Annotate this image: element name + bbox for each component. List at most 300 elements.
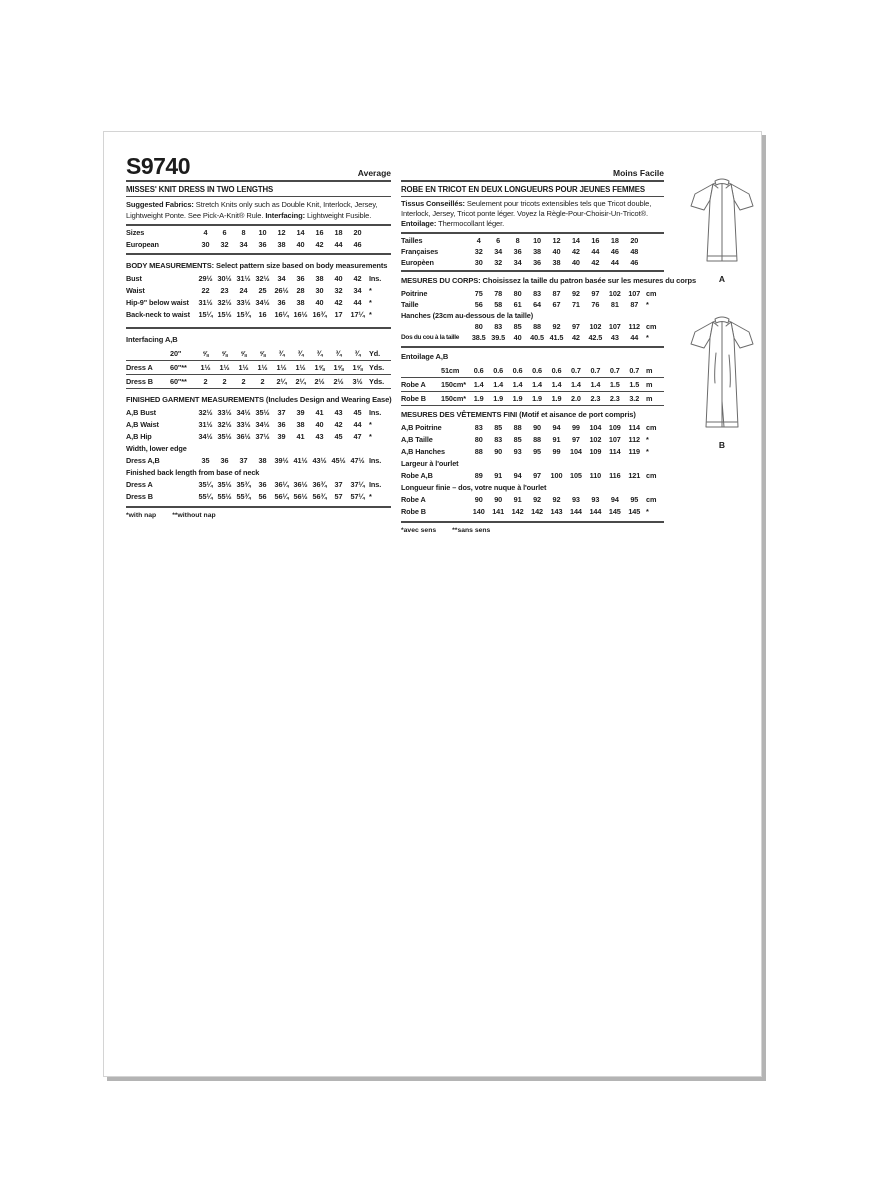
cell-value: 39.5: [491, 333, 506, 342]
cell-value: 10: [258, 228, 267, 237]
cell-value: 80: [474, 435, 483, 444]
cell-value: 0.6: [493, 365, 504, 375]
cell-value: 32: [334, 286, 343, 295]
cell-value: 38: [552, 258, 561, 267]
dress-b-back-view-illustration: [680, 310, 764, 438]
cell-value: 142: [531, 507, 543, 516]
row-label: A,B Hanches: [401, 447, 445, 456]
cell-value: 25: [258, 286, 267, 295]
cell-value: 15¾: [236, 310, 251, 319]
title-en: MISSES' KNIT DRESS IN TWO LENGTHS: [126, 185, 274, 194]
row-label: Dress A: [126, 362, 153, 372]
cell-value: 40: [513, 333, 522, 342]
table-row: [126, 375, 391, 389]
cell-value: 6: [496, 236, 501, 245]
cell-value: 112: [628, 435, 641, 444]
cell-value: 30½: [217, 274, 232, 283]
cell-value: 119: [628, 447, 641, 456]
cell-value: 116: [609, 471, 621, 480]
row-label: A,B Hip: [126, 432, 152, 441]
cell-value: 44: [591, 247, 600, 256]
row-label: Poitrine: [401, 289, 428, 298]
cell-value: 28: [296, 286, 305, 295]
cell-value: 1.9: [532, 393, 542, 403]
cell-value: 36: [533, 258, 541, 267]
cell-value: 47: [353, 432, 362, 441]
cell-value: 1.5: [609, 379, 620, 389]
body-measurements-header-fr: MESURES DU CORPS: Choisissez la taille du patron basée sur les mesures du corps: [401, 276, 697, 285]
cell-value: 2: [222, 376, 227, 386]
cell-value: 140: [472, 507, 485, 516]
cell-value: 42: [353, 274, 362, 283]
fabrics-lead: Tissus Conseillés:: [401, 199, 465, 208]
cell-value: 57: [334, 492, 343, 501]
cell-value: 102: [608, 289, 621, 298]
unit-label: cm: [646, 495, 657, 504]
cell-value: 35½: [217, 432, 232, 441]
cell-value: 34½: [255, 298, 270, 307]
cell-value: 83: [474, 423, 483, 432]
table-row: [401, 392, 664, 406]
cell-value: 1½: [238, 362, 249, 372]
cell-value: 97: [591, 289, 600, 298]
cell-value: 2¼: [295, 376, 306, 386]
cell-value: 16¾: [312, 310, 327, 319]
cell-value: 34: [513, 258, 522, 267]
cell-value: 2: [241, 376, 246, 386]
cell-value: 56¼: [274, 492, 289, 501]
cell-value: ⅝: [202, 348, 209, 358]
nap-note: *with nap: [126, 512, 157, 519]
cell-value: 83: [494, 435, 503, 444]
cell-value: 85: [513, 322, 522, 331]
cell-value: 40: [296, 240, 305, 249]
row-label: European: [126, 240, 159, 249]
table-row: [126, 285, 391, 297]
cell-value: 36½: [293, 480, 308, 489]
dress-a-back-view-illustration: [680, 172, 764, 272]
without-nap-note: **without nap: [172, 512, 216, 519]
table-row: [126, 431, 391, 443]
divider: [401, 346, 664, 348]
cell-value: 97: [571, 435, 580, 444]
cell-value: 2.0: [571, 393, 581, 403]
cell-value: 20: [353, 228, 362, 237]
cell-value: 45: [334, 432, 343, 441]
unit-label: *: [646, 333, 649, 342]
cell-value: 41.5: [549, 333, 564, 342]
cell-value: 107: [628, 289, 641, 298]
table-row: [126, 361, 391, 375]
cell-value: 34½: [198, 432, 213, 441]
sizes-table-fr: [401, 235, 664, 268]
cell-value: 34: [277, 274, 286, 283]
cell-value: 1.4: [512, 379, 523, 389]
cell-value: 85: [494, 423, 503, 432]
cell-value: 55½: [217, 492, 232, 501]
unit-label: m: [646, 365, 653, 375]
cell-value: 1.9: [493, 393, 504, 403]
cell-value: 37¼: [350, 480, 365, 489]
header-row-en: [126, 154, 391, 180]
interfacing-body: Lightweight Fusible.: [304, 211, 372, 220]
cell-value: 17: [334, 310, 343, 319]
cell-value: 16: [258, 310, 267, 319]
row-label: Waist: [126, 286, 145, 295]
cell-value: 2½: [314, 376, 325, 386]
cell-value: 8: [515, 236, 520, 245]
cell-value: 121: [628, 471, 641, 480]
cell-value: 100: [550, 471, 563, 480]
unit-label: m: [646, 379, 653, 389]
cell-value: 33½: [217, 408, 232, 417]
cell-value: 10: [533, 236, 541, 245]
cell-value: 43: [315, 432, 324, 441]
cell-value: 35½: [217, 480, 232, 489]
cell-value: 42: [591, 258, 600, 267]
fabrics-lead: Suggested Fabrics:: [126, 200, 194, 209]
row-label: A,B Waist: [126, 420, 159, 429]
row-sublabel: 60"**: [170, 376, 187, 386]
cell-value: 47½: [350, 456, 365, 465]
cell-value: 44: [610, 258, 619, 267]
cell-value: 48: [630, 247, 639, 256]
cell-value: 46: [610, 247, 619, 256]
cell-value: ⅝: [259, 348, 266, 358]
body-measurements-table-en: [126, 273, 391, 321]
cell-value: 2: [260, 376, 265, 386]
cell-value: 1⅝: [352, 362, 363, 372]
cell-value: 43: [610, 333, 619, 342]
cell-value: 37: [334, 480, 343, 489]
cell-value: 1.9: [551, 393, 562, 403]
cell-value: 58: [494, 300, 503, 309]
cell-value: 40: [315, 298, 324, 307]
avec-sens-note: *avec sens: [401, 527, 437, 534]
row-label: Robe B: [401, 393, 426, 403]
cell-value: 0.7: [571, 365, 581, 375]
cell-value: 92: [552, 322, 561, 331]
table-row: [401, 434, 664, 446]
cell-value: 1½: [295, 362, 306, 372]
cell-value: ¾: [316, 348, 323, 358]
unit-label: *: [369, 298, 372, 307]
cell-value: 91: [494, 471, 503, 480]
difficulty-label-en: Average: [357, 168, 391, 178]
cell-value: 46: [630, 258, 639, 267]
cell-value: 1.4: [551, 379, 562, 389]
cell-value: ¾: [354, 348, 361, 358]
row-label: Hip-9" below waist: [126, 298, 189, 307]
cell-value: 1⅝: [333, 362, 344, 372]
cell-value: 42: [571, 333, 580, 342]
cell-value: 42: [334, 298, 343, 307]
row-label: A,B Taille: [401, 435, 433, 444]
cell-value: 36: [513, 247, 522, 256]
sans-sens-note: **sans sens: [452, 527, 491, 534]
cell-value: 34½: [255, 420, 270, 429]
cell-value: 33½: [236, 420, 251, 429]
cell-value: 1½: [200, 362, 211, 372]
cell-value: 55¼: [198, 492, 213, 501]
row-sublabel: 150cm*: [441, 393, 466, 403]
cell-value: 36½: [236, 432, 251, 441]
cell-value: 1½: [257, 362, 268, 372]
cell-value: 104: [570, 447, 582, 456]
cell-value: 1.4: [532, 379, 542, 389]
cell-value: 36: [277, 420, 286, 429]
row-sublabel: 60"**: [170, 362, 187, 372]
cell-value: 107: [608, 435, 621, 444]
cell-value: 95: [630, 495, 639, 504]
cell-value: 41: [315, 408, 324, 417]
row-label: A,B Bust: [126, 408, 157, 417]
cell-value: 45: [353, 408, 362, 417]
cell-value: 35¼: [198, 480, 213, 489]
divider: [401, 196, 664, 197]
cell-value: 22: [201, 286, 210, 295]
cell-value: 89: [474, 471, 483, 480]
cell-value: 38.5: [471, 333, 486, 342]
cell-value: 114: [628, 423, 641, 432]
cell-value: 90: [494, 495, 503, 504]
finished-header-en: FINISHED GARMENT MEASUREMENTS (Includes Design and Wearing Ease): [126, 395, 392, 404]
cell-value: 145: [628, 507, 641, 516]
row-label: Back-neck to waist: [126, 310, 190, 319]
cell-value: 97: [571, 322, 580, 331]
spacer: [676, 284, 768, 310]
table-subheader: Hanches (23cm au-dessous de la taille): [401, 311, 534, 320]
cell-value: 18: [610, 236, 619, 245]
unit-label: *: [369, 432, 372, 441]
row-sublabel: 51cm: [441, 365, 460, 375]
table-row: [401, 332, 664, 343]
cell-value: 144: [570, 507, 582, 516]
row-label: Dos du cou à la taille: [401, 334, 460, 341]
cell-value: 44: [353, 298, 362, 307]
unit-label: *: [369, 492, 372, 501]
cell-value: 56: [258, 492, 267, 501]
interfacing-table-fr: [401, 364, 664, 406]
cell-value: 18: [334, 228, 343, 237]
table-row: [126, 273, 391, 285]
cell-value: 2¼: [276, 376, 287, 386]
french-column: [401, 154, 697, 534]
cell-value: 36: [258, 240, 267, 249]
cell-value: 64: [533, 300, 541, 309]
cell-value: 31½: [198, 420, 213, 429]
cell-value: 1.4: [571, 379, 581, 389]
cell-value: 94: [513, 471, 522, 480]
fabrics-paragraph-fr: [401, 199, 664, 229]
cell-value: 16¼: [274, 310, 289, 319]
cell-value: 14: [571, 236, 580, 245]
table-subheader: Width, lower edge: [126, 444, 187, 453]
cell-value: 17¼: [350, 310, 365, 319]
sizes-table-en: [126, 227, 391, 251]
unit-label: *: [646, 507, 649, 516]
cell-value: 23: [220, 286, 229, 295]
table-row: [401, 446, 664, 458]
cell-value: 83: [494, 322, 503, 331]
cell-value: 1.5: [629, 379, 640, 389]
cell-value: 37: [239, 456, 248, 465]
cell-value: 12: [277, 228, 286, 237]
entoilage-body: Thermocollant léger.: [436, 219, 505, 228]
garment-views: [676, 172, 768, 450]
cell-value: 99: [552, 447, 561, 456]
cell-value: 2½: [333, 376, 344, 386]
table-row: [126, 227, 391, 239]
cell-value: 1.4: [473, 379, 484, 389]
cell-value: 2.3: [609, 393, 620, 403]
cell-value: 104: [589, 423, 602, 432]
cell-value: 30: [474, 258, 483, 267]
divider: [126, 506, 391, 508]
cell-value: 0.6: [532, 365, 542, 375]
cell-value: 88: [513, 423, 522, 432]
cell-value: 44: [334, 240, 343, 249]
cell-value: 93: [591, 495, 600, 504]
cell-value: 39: [277, 432, 286, 441]
cell-value: 1.9: [473, 393, 484, 403]
cell-value: 80: [474, 322, 483, 331]
cell-value: 83: [533, 289, 541, 298]
view-b-label: B: [718, 440, 726, 450]
fabrics-body: Seulement pour tricots extensibles tels que Tricot double, Interlock, Jersey, Tricot ponte léger. Voyez la Règle-Pour-Choisir-Un-Tricot®.: [401, 199, 652, 218]
cell-value: 37: [277, 408, 286, 417]
cell-value: 8: [241, 228, 246, 237]
cell-value: 142: [511, 507, 524, 516]
table-row: [126, 407, 391, 419]
cell-value: 92: [552, 495, 561, 504]
cell-value: 32: [474, 247, 483, 256]
row-sublabel: 20": [170, 348, 182, 358]
table-row: [126, 419, 391, 431]
cell-value: 91: [552, 435, 561, 444]
cell-value: 14: [296, 228, 305, 237]
cell-value: 16½: [293, 310, 308, 319]
unit-label: *: [369, 310, 372, 319]
row-label: A,B Poitrine: [401, 423, 442, 432]
table-row: [401, 288, 664, 299]
cell-value: 0.7: [629, 365, 640, 375]
cell-value: 95: [533, 447, 541, 456]
finished-table-fr: [401, 422, 664, 518]
row-label: Bust: [126, 274, 142, 283]
cell-value: 75: [474, 289, 483, 298]
pattern-envelope-back: [103, 131, 762, 1077]
english-column: [126, 154, 391, 519]
cell-value: 32: [494, 258, 503, 267]
interfacing-table-en: [126, 347, 391, 389]
table-row: [401, 364, 664, 378]
cell-value: 32½: [217, 298, 232, 307]
cell-value: 87: [552, 289, 561, 298]
divider: [126, 196, 391, 197]
body-measurements-table-fr: [401, 288, 664, 343]
cell-value: ⅝: [240, 348, 247, 358]
cell-value: 80: [513, 289, 522, 298]
cell-value: 40: [334, 274, 343, 283]
unit-label: *: [369, 286, 372, 295]
fabrics-body: Stretch Knits only such as Double Knit, Interlock, Jersey, Lightweight Ponte. See Pick-A-Knit® Rule.: [126, 200, 378, 220]
divider: [126, 327, 391, 329]
title-fr: ROBE EN TRICOT EN DEUX LONGUEURS POUR JEUNES FEMMES: [401, 185, 645, 194]
cell-value: 41½: [293, 456, 308, 465]
table-row: [401, 470, 664, 482]
cell-value: 31½: [198, 298, 213, 307]
cell-value: 6: [222, 228, 227, 237]
cell-value: 4: [476, 236, 481, 245]
cell-value: 141: [492, 507, 505, 516]
cell-value: 90: [533, 423, 541, 432]
cell-value: 55¾: [236, 492, 251, 501]
cell-value: 32½: [217, 420, 232, 429]
row-sublabel: 150cm*: [441, 379, 466, 389]
cell-value: 32½: [198, 408, 213, 417]
cell-value: 20: [630, 236, 639, 245]
cell-value: 43½: [312, 456, 327, 465]
cell-value: 145: [608, 507, 621, 516]
cell-value: 57¼: [350, 492, 365, 501]
divider: [401, 232, 664, 234]
cell-value: 1⅝: [314, 362, 325, 372]
cell-value: 85: [513, 435, 522, 444]
cell-value: 31½: [236, 274, 251, 283]
cell-value: 40: [571, 258, 580, 267]
cell-value: 1.9: [512, 393, 523, 403]
cell-value: 33½: [236, 298, 251, 307]
cell-value: 2.3: [590, 393, 601, 403]
cell-value: 30: [315, 286, 324, 295]
row-label: Robe A,B: [401, 471, 433, 480]
cell-value: 3.2: [629, 393, 640, 403]
cell-value: 41: [296, 432, 305, 441]
cell-value: 36¾: [312, 480, 327, 489]
unit-label: Ins.: [369, 480, 382, 489]
table-row: [126, 309, 391, 321]
row-label: Sizes: [126, 228, 145, 237]
finished-table-en: [126, 407, 391, 503]
cell-value: 46: [353, 240, 362, 249]
cell-value: 93: [571, 495, 580, 504]
cell-value: 102: [589, 435, 602, 444]
row-label: Robe A: [401, 495, 426, 504]
cell-value: 44: [630, 333, 639, 342]
cell-value: 1½: [276, 362, 287, 372]
interfacing-header-en: Interfacing A,B: [126, 335, 178, 344]
finished-header-fr: MESURES DES VÊTEMENTS FINI (Motif et aisance de port compris): [401, 410, 636, 419]
table-row: [126, 479, 391, 491]
table-row: [401, 422, 664, 434]
unit-label: Ins.: [369, 274, 382, 283]
unit-label: Ins.: [369, 408, 382, 417]
footnote-en: [126, 512, 391, 519]
cell-value: 87: [630, 300, 639, 309]
footnote-fr: [401, 527, 664, 534]
cell-value: 56: [474, 300, 483, 309]
cell-value: 38: [533, 247, 541, 256]
table-subheader: Longueur finie – dos, votre nuque à l'ourlet: [401, 483, 547, 492]
row-label: Françaises: [401, 247, 439, 256]
cell-value: 88: [533, 322, 541, 331]
table-row: [126, 491, 391, 503]
cell-value: 0.6: [512, 365, 523, 375]
unit-label: cm: [646, 322, 657, 331]
cell-value: 38: [296, 420, 305, 429]
table-row: [401, 246, 664, 257]
